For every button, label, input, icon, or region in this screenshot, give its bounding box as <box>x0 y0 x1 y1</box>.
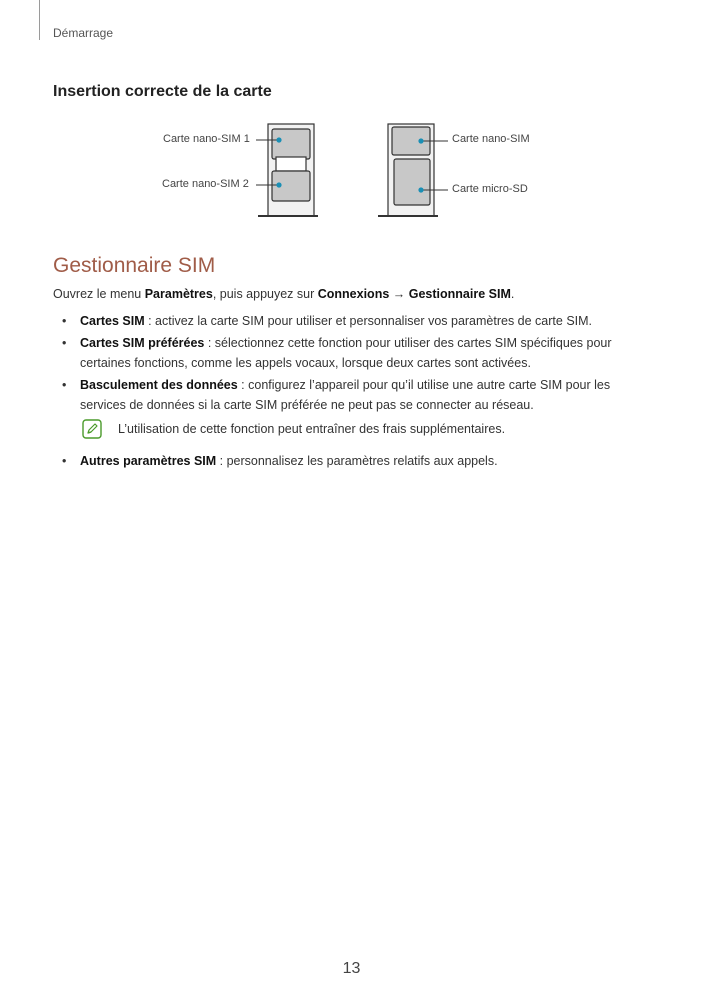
list-item <box>53 451 653 471</box>
intro-middle: , puis appuyez sur <box>212 287 318 301</box>
note-box <box>82 419 662 443</box>
bullet-term: Cartes SIM préférées <box>80 336 205 350</box>
list-item <box>53 311 653 331</box>
label-nano-sim: Carte nano-SIM <box>452 133 530 145</box>
subsection-title: Insertion correcte de la carte <box>53 83 272 100</box>
note-pencil-icon <box>82 419 102 439</box>
label-nano-sim-1: Carte nano-SIM 1 <box>163 133 250 145</box>
margin-rule <box>39 0 40 40</box>
bullet-list-secondary <box>53 451 653 471</box>
section-title: Gestionnaire SIM <box>53 254 216 277</box>
right-tray <box>378 124 438 216</box>
bullet-list <box>53 311 653 417</box>
sim-tray-illustration <box>0 115 703 227</box>
bullet-text: : configurez l’appareil pour qu’il utilise une autre carte SIM pour les services de données si la carte SIM préférée ne peut pas se connecter au réseau. <box>80 378 611 412</box>
intro-suffix: . <box>510 287 515 301</box>
menu-gestionnaire-sim: Gestionnaire SIM <box>408 287 511 301</box>
list-item <box>53 333 653 373</box>
breadcrumb: Démarrage <box>53 26 114 40</box>
menu-connexions: Connexions <box>317 287 390 301</box>
bullet-term: Basculement des données <box>80 378 238 392</box>
list-item <box>53 375 653 415</box>
note-text: L’utilisation de cette fonction peut entraîner des frais supplémentaires. <box>118 422 506 436</box>
menu-parametres: Paramètres <box>144 287 213 301</box>
page-number: 13 <box>342 960 361 977</box>
label-micro-sd: Carte micro-SD <box>452 183 528 195</box>
intro-prefix: Ouvrez le menu <box>53 287 145 301</box>
bullet-term: Cartes SIM <box>80 314 145 328</box>
intro-paragraph <box>53 287 514 301</box>
bullet-text: : activez la carte SIM pour utiliser et personnaliser vos paramètres de carte SIM. <box>144 314 593 328</box>
label-nano-sim-2: Carte nano-SIM 2 <box>162 178 249 190</box>
bullet-text: : sélectionnez cette fonction pour utiliser des cartes SIM spécifiques pour certaines fonctions, comme les appels vocaux, lorsque deux cartes sont activées. <box>80 336 612 370</box>
bullet-term: Autres paramètres SIM <box>80 454 217 468</box>
sim-tray-diagram <box>0 115 703 227</box>
arrow: → <box>389 287 409 301</box>
bullet-text: : personnalisez les paramètres relatifs aux appels. <box>216 454 498 468</box>
left-tray <box>258 124 318 216</box>
